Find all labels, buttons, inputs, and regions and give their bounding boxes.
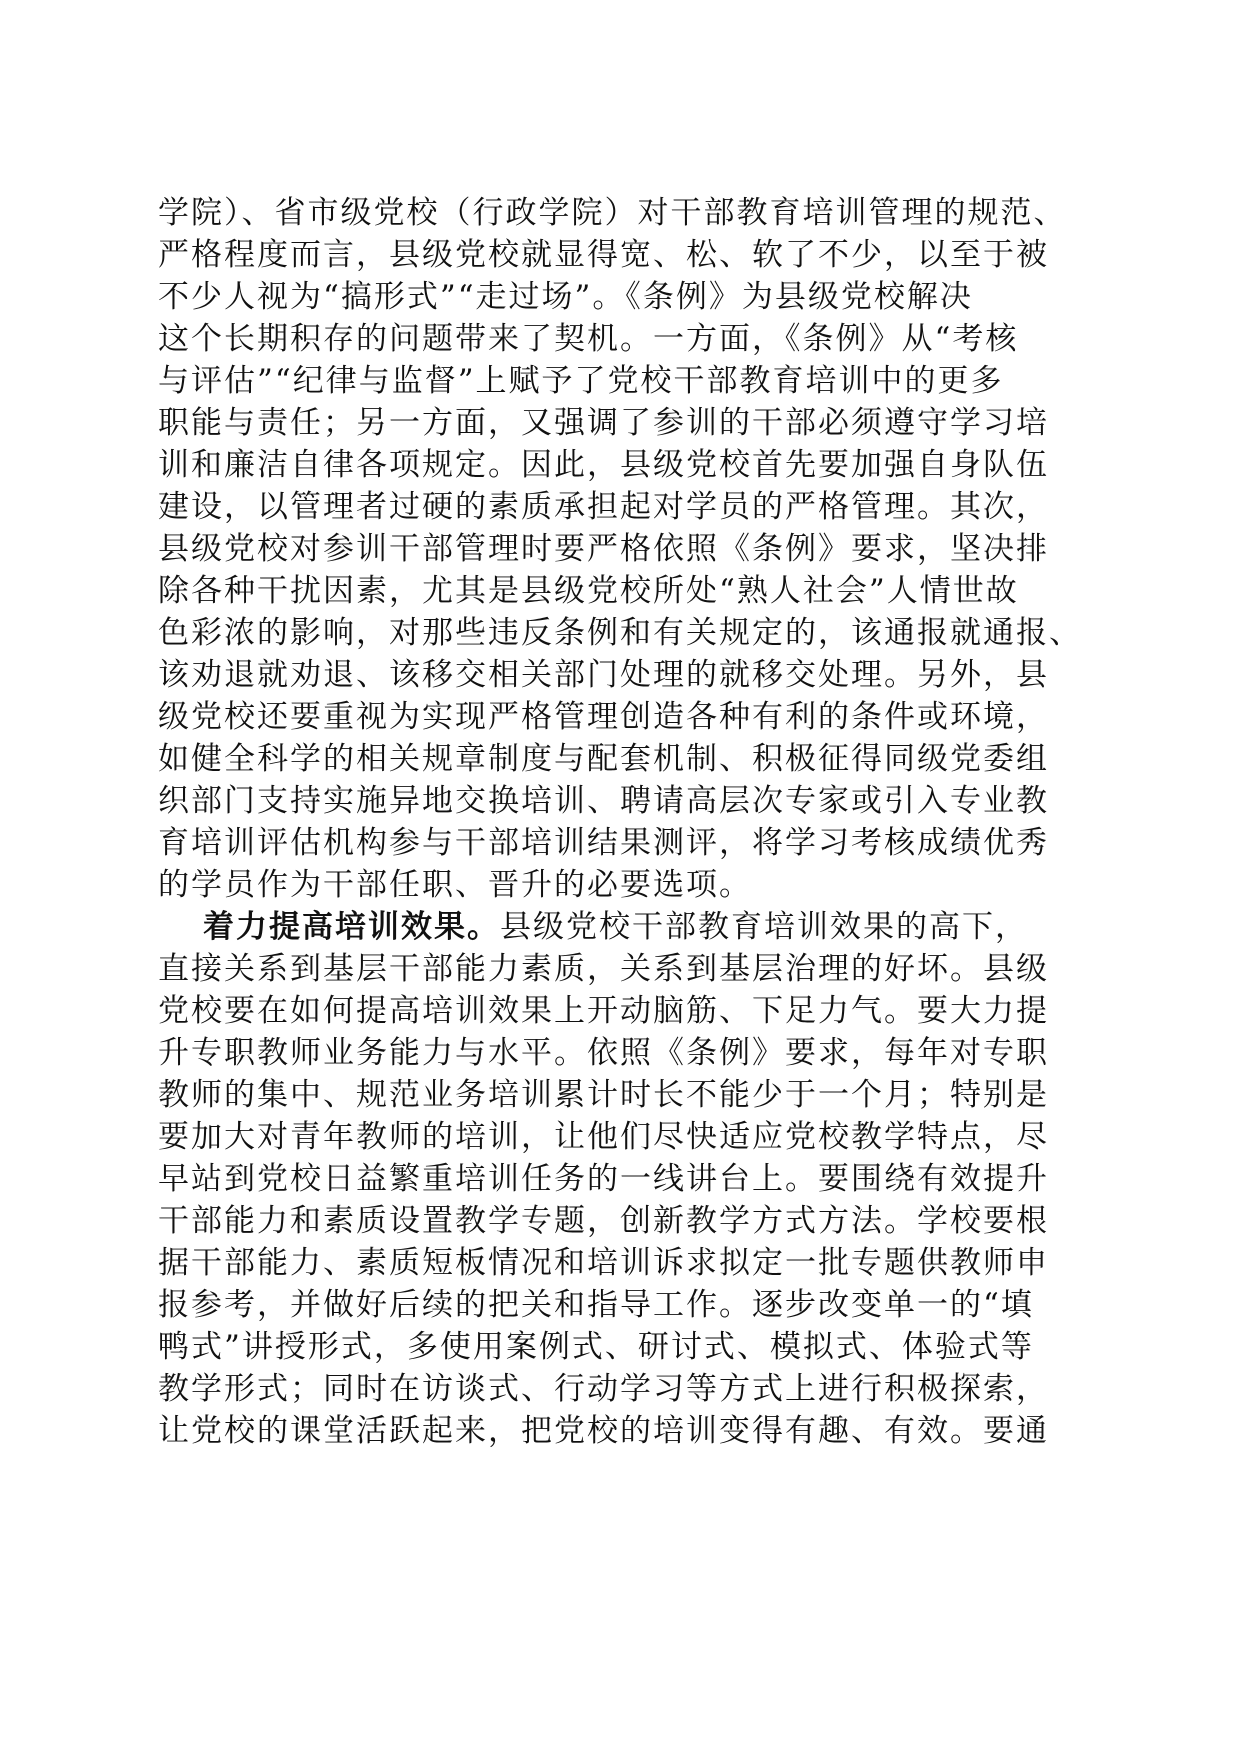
text-line: 严格程度而言，县级党校就显得宽、松、软了不少，以至于被 — [158, 237, 1049, 273]
text-line: 教学形式；同时在访谈式、行动学习等方式上进行积极探索， — [158, 1371, 1049, 1407]
text-line: 县级党校对参训干部管理时要严格依照《条例》要求，坚决排 — [158, 531, 1049, 567]
text-line: 建设，以管理者过硬的素质承担起对学员的严格管理。其次， — [158, 489, 1049, 525]
text-line: 除各种干扰因素，尤其是县级党校所处“熟人社会”人情世故 — [158, 573, 1019, 609]
text-line: 党校要在如何提高培训效果上开动脑筋、下足力气。要大力提 — [158, 993, 1049, 1029]
text-line: 教师的集中、规范业务培训累计时长不能少于一个月；特别是 — [158, 1077, 1049, 1113]
text-line: 织部门支持实施异地交换培训、聘请高层次专家或引入专业教 — [158, 783, 1049, 819]
text-line: 报参考，并做好后续的把关和指导工作。逐步改变单一的“填 — [158, 1287, 1034, 1323]
text-line: 该劝退就劝退、该移交相关部门处理的就移交处理。另外，县 — [158, 657, 1049, 693]
text-line: 不少人视为“搞形式”“走过场”。《条例》为县级党校解决 — [158, 279, 973, 315]
text-line: 职能与责任；另一方面，又强调了参训的干部必须遵守学习培 — [158, 405, 1049, 441]
text-line: 学院）、省市级党校（行政学院）对干部教育培训管理的规范、 — [158, 195, 1067, 231]
paragraph-heading: 着力提高培训效果。 — [203, 909, 500, 945]
paragraph-strict-management — [158, 192, 1088, 906]
text-line: 升专职教师业务能力与水平。依照《条例》要求，每年对专职 — [158, 1035, 1049, 1071]
paragraph-training-effect — [158, 948, 1088, 1452]
text-line: 据干部能力、素质短板情况和培训诉求拟定一批专题供教师申 — [158, 1245, 1049, 1281]
text-line: 早站到党校日益繁重培训任务的一线讲台上。要围绕有效提升 — [158, 1161, 1049, 1197]
text-line: 级党校还要重视为实现严格管理创造各种有利的条件或环境， — [158, 699, 1049, 735]
text-line: 干部能力和素质设置教学专题，创新教学方式方法。学校要根 — [158, 1203, 1049, 1239]
text-line: 鸭式”讲授形式，多使用案例式、研讨式、模拟式、体验式等 — [158, 1329, 1034, 1365]
text-line: 要加大对青年教师的培训，让他们尽快适应党校教学特点，尽 — [158, 1119, 1049, 1155]
text-line: 与评估”“纪律与监督”上赋予了党校干部教育培训中的更多 — [158, 363, 1004, 399]
text-line: 如健全科学的相关规章制度与配套机制、积极征得同级党委组 — [158, 741, 1049, 777]
text-line: 这个长期积存的问题带来了契机。一方面，《条例》从“考核 — [158, 321, 1019, 357]
text-line: 让党校的课堂活跃起来，把党校的培训变得有趣、有效。要通 — [158, 1413, 1049, 1449]
paragraph-training-effect-first-line — [158, 906, 1088, 948]
document-body — [158, 192, 1088, 1452]
text-line: 育培训评估机构参与干部培训结果测评，将学习考核成绩优秀 — [158, 825, 1049, 861]
text-line: 训和廉洁自律各项规定。因此，县级党校首先要加强自身队伍 — [158, 447, 1049, 483]
text-line: 直接关系到基层干部能力素质，关系到基层治理的好坏。县级 — [158, 951, 1049, 987]
text-line: 色彩浓的影响，对那些违反条例和有关规定的，该通报就通报、 — [158, 615, 1082, 651]
paragraph-first-line-text: 县级党校干部教育培训效果的高下， — [500, 909, 1028, 945]
text-line: 的学员作为干部任职、晋升的必要选项。 — [158, 867, 752, 903]
